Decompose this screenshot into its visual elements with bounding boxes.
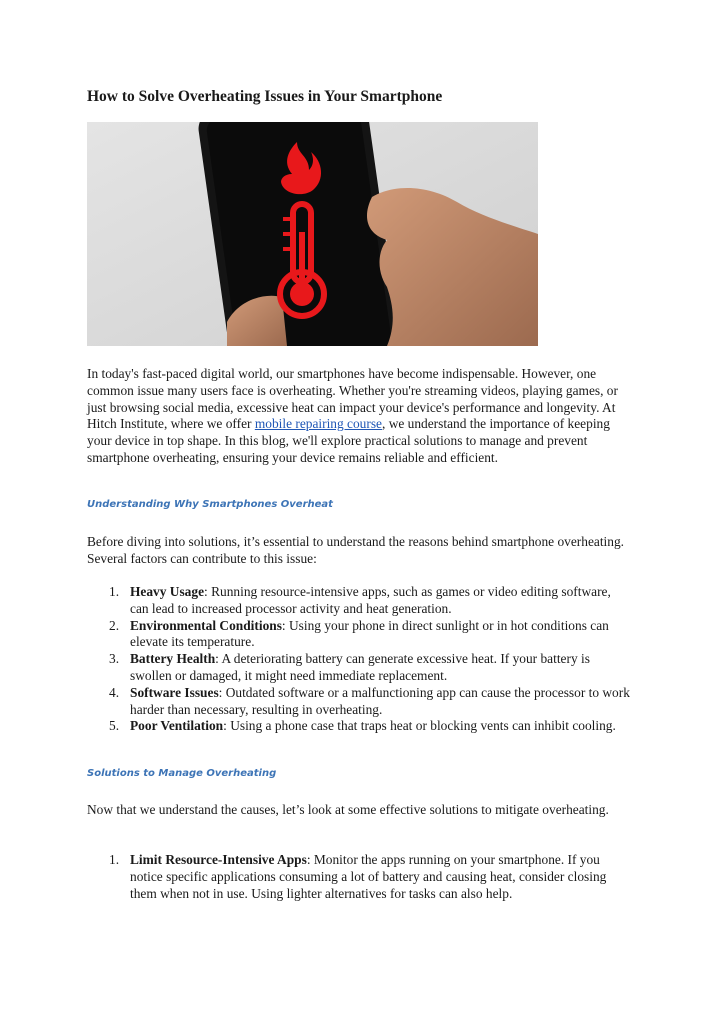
- list-text: : Monitor the apps running on your smartphone. If you notice specific applications consuming a lot of battery and causing heat, consider closing them when not in use. Using lighter alternatives for tasks can also help.: [130, 852, 607, 901]
- list-number: 1.: [109, 584, 120, 599]
- intro-paragraph: [87, 366, 632, 467]
- list-item: [87, 618, 632, 652]
- hero-image: [87, 122, 538, 346]
- causes-list: [87, 584, 632, 735]
- list-text: : A deteriorating battery can generate excessive heat. If your battery is swollen or damaged, it might need immediate replacement.: [130, 651, 590, 683]
- solutions-list: [87, 852, 632, 902]
- intro-text-after-link: , we understand the importance of keeping your device in top shape. In this blog, we'll explore practical solutions to manage and prevent smartphone overheating, ensuring your device remains reliable and efficient.: [87, 416, 610, 465]
- list-text: : Outdated software or a malfunctioning app can cause the processor to work harder than necessary, resulting in overheating.: [130, 684, 630, 717]
- list-text: : Running resource-intensive apps, such as games or video editing software, can lead to increased processor activity and heat generation.: [130, 584, 611, 616]
- list-number: 3.: [109, 651, 120, 667]
- list-number: 1.: [109, 852, 120, 867]
- page-title: How to Solve Overheating Issues in Your Smartphone: [87, 88, 443, 105]
- list-term: Heavy Usage: [130, 584, 205, 599]
- heading-solutions: Solutions to Manage Overheating: [87, 768, 277, 779]
- list-item: [87, 651, 632, 685]
- list-item: [87, 685, 632, 719]
- list-text: : Using your phone in direct sunlight or in hot conditions can elevate its temperature.: [130, 617, 609, 650]
- heading-understanding: Understanding Why Smartphones Overheat: [87, 499, 333, 510]
- list-item: [87, 584, 632, 618]
- list-number: 2.: [109, 617, 120, 633]
- list-term: Software Issues: [130, 684, 219, 700]
- solutions-paragraph: Now that we understand the causes, let’s look at some effective solutions to mitigate overheating.: [87, 802, 609, 817]
- intro-text-before-link: In today's fast-paced digital world, our smartphones have become indispensable. However, one common issue many users face is overheating. Whether you're streaming videos, playing games, or just browsing social media, excessive heat can impact your device's performance and longevity. At Hitch Institute, where we offer: [87, 366, 618, 432]
- list-number: 5.: [109, 718, 120, 734]
- mobile-repairing-course-link[interactable]: mobile repairing course: [254, 416, 382, 432]
- causes-paragraph: Before diving into solutions, it’s essential to understand the reasons behind smartphone overheating. Several factors can contribute to this issue:: [87, 534, 625, 566]
- list-item: [87, 852, 632, 902]
- list-term: Limit Resource-Intensive Apps: [130, 852, 307, 867]
- list-term: Poor Ventilation: [130, 718, 224, 734]
- list-item: [87, 718, 632, 735]
- list-text: : Using a phone case that traps heat or blocking vents can inhibit cooling.: [223, 718, 616, 734]
- list-term: Battery Health: [130, 651, 216, 667]
- list-number: 4.: [109, 684, 120, 700]
- list-term: Environmental Conditions: [130, 617, 282, 633]
